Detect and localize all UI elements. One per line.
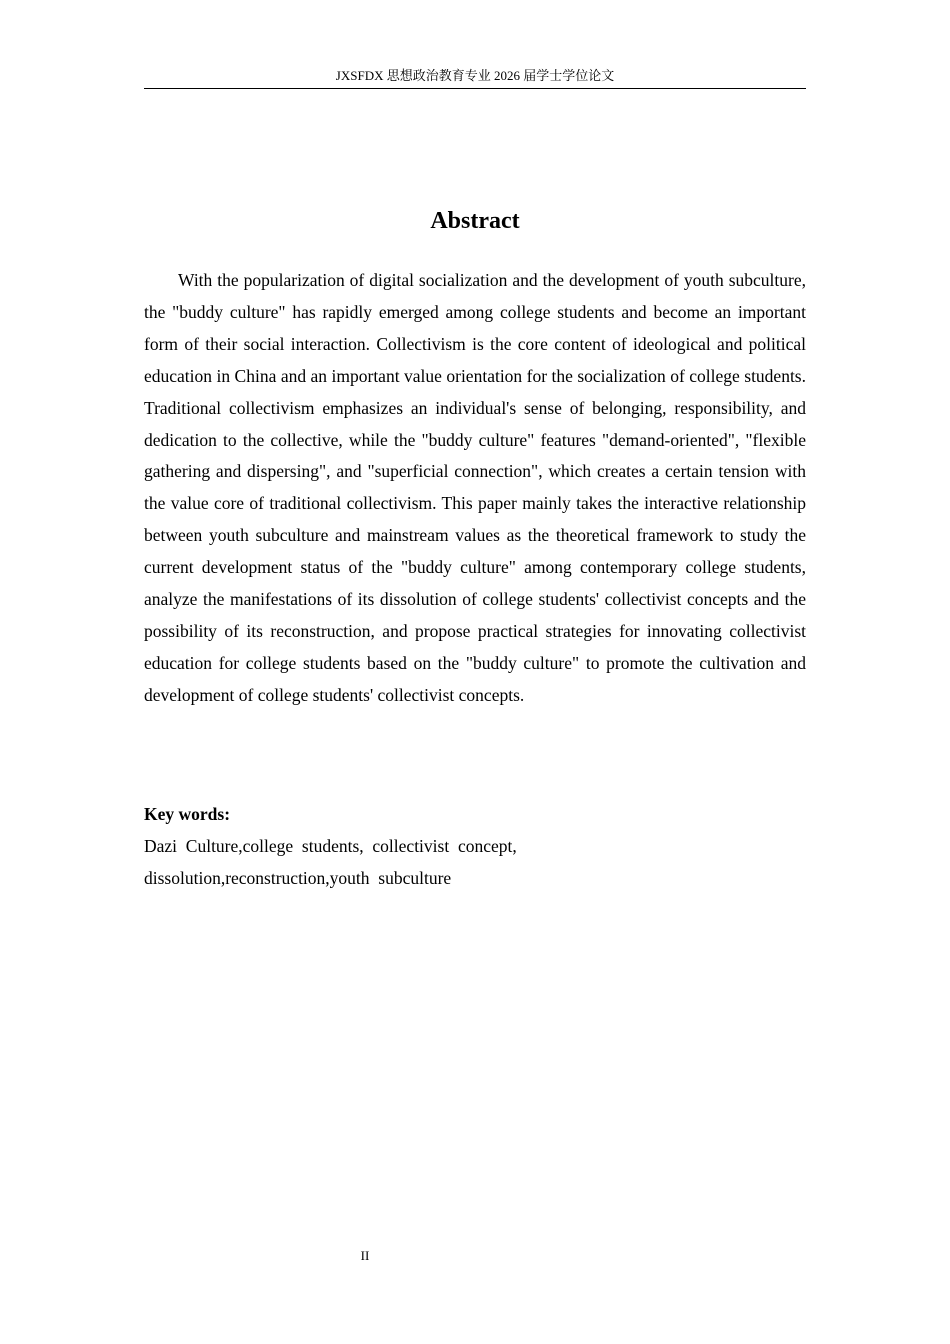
keywords-line-2: dissolution,reconstruction,youth subculture (144, 868, 452, 888)
page-number: II (360, 1248, 370, 1263)
abstract-title: Abstract (430, 208, 520, 234)
keywords-heading: Key words: (144, 804, 231, 824)
abstract-body: With the popularization of digital socialization and the development of youth subculture, the "buddy culture" has rapidly emerged among college students and become an important form of their social interaction. Collectivism is the core content of ideological and political education in China and an important value orientation for the socialization of college students. Traditional collectivism emphasizes an individual's sense of belonging, responsibility, and dedication to the collective, while the "buddy culture" features "demand-oriented", "flexible gathering and dispersing", and "superficial connection", which creates a certain tension with the value core of traditional collectivism. This paper mainly takes the interactive relationship between youth subculture and mainstream values as the theoretical framework to study the current development status of the "buddy culture" among contemporary college students, analyze the manifestations of its dissolution of college students' collectivist concepts and the possibility of its reconstruction, and propose practical strategies for innovating collectivist education for college students based on the "buddy culture" to promote the cultivation and development of college students' collectivist concepts. (144, 270, 806, 705)
page-header: JXSFDX 思想政治教育专业 2026 届学士学位论文 (144, 66, 806, 89)
keywords-line-1: Dazi Culture,college students, collectivist concept, (144, 836, 517, 856)
